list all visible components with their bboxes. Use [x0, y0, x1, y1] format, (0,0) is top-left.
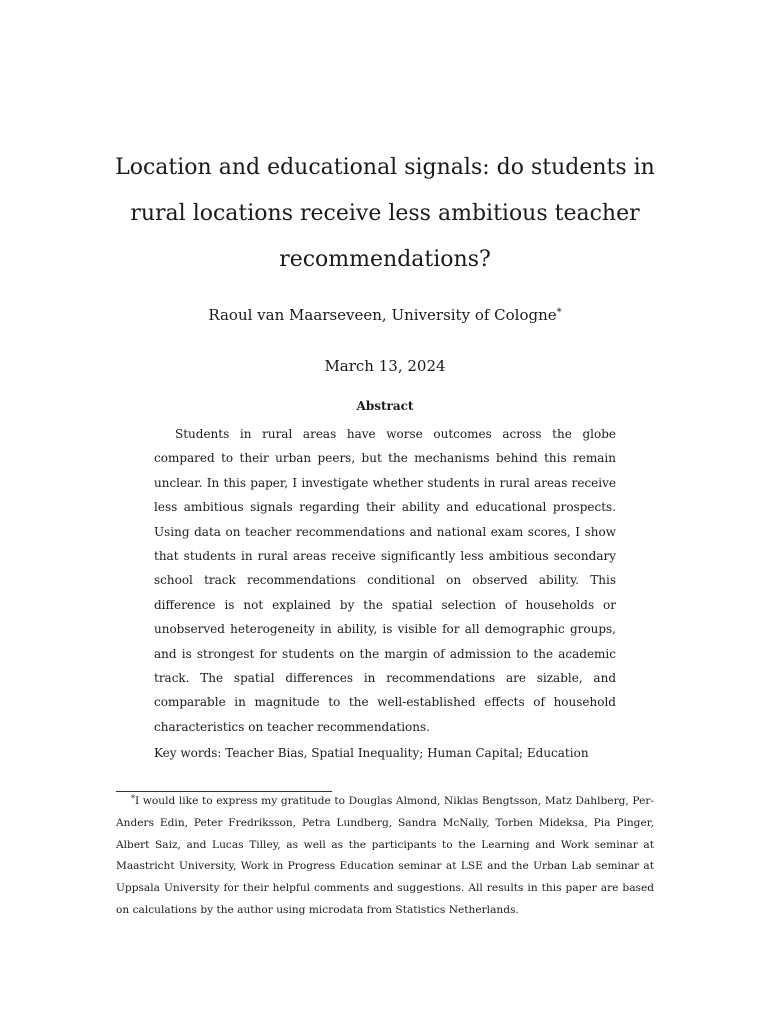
author-footnote-marker[interactable]: *	[556, 307, 562, 318]
footnote	[116, 791, 654, 922]
abstract-heading: Abstract	[356, 399, 414, 413]
author-name: Raoul van Maarseveen, University of Cologne	[208, 306, 557, 324]
abstract-text: Students in rural areas have worse outcomes across the globe compared to their urban peers, but the mechanisms behind this remain unclear. In this paper, I investigate whether students in rural areas receive less ambitious signals regarding their ability and educational prospects. Using data on teacher recommendations and national exam scores, I show that students in rural areas receive significantly less ambitious secondary school track recommendations conditional on observed ability. This difference is not explained by the spatial selection of households or unobserved heterogeneity in ability, is visible for all demographic groups, and is strongest for students on the margin of admission to the academic track. The spatial differences in recommendations are sizable, and comparable in magnitude to the well-established effects of household characteristics on teacher recommendations.	[154, 427, 616, 734]
author-line	[110, 304, 660, 326]
footnote-text: I would like to express my gratitude to Douglas Almond, Niklas Bengtsson, Matz Dahlberg, Per-Anders Edin, Peter Fredriksson, Petra Lundberg, Sandra McNally, Torben Mideksa, Pia Pinger, Albert Saiz, and Lucas Tilley, as well as the participants to the Learning and Work seminar at Maastricht University, Work in Progress Education seminar at LSE and the Urban Lab seminar at Uppsala University for their helpful comments and suggestions. All results in this paper are based on calculations by the author using microdata from Statistics Netherlands.	[116, 795, 654, 916]
keywords: Key words: Teacher Bias, Spatial Inequality; Human Capital; Education	[154, 746, 589, 760]
publication-date: March 13, 2024	[324, 357, 446, 375]
footnote-marker: *	[131, 794, 135, 803]
paper-title: Location and educational signals: do students in rural locations receive less ambitious teacher recommendations?	[115, 155, 655, 272]
